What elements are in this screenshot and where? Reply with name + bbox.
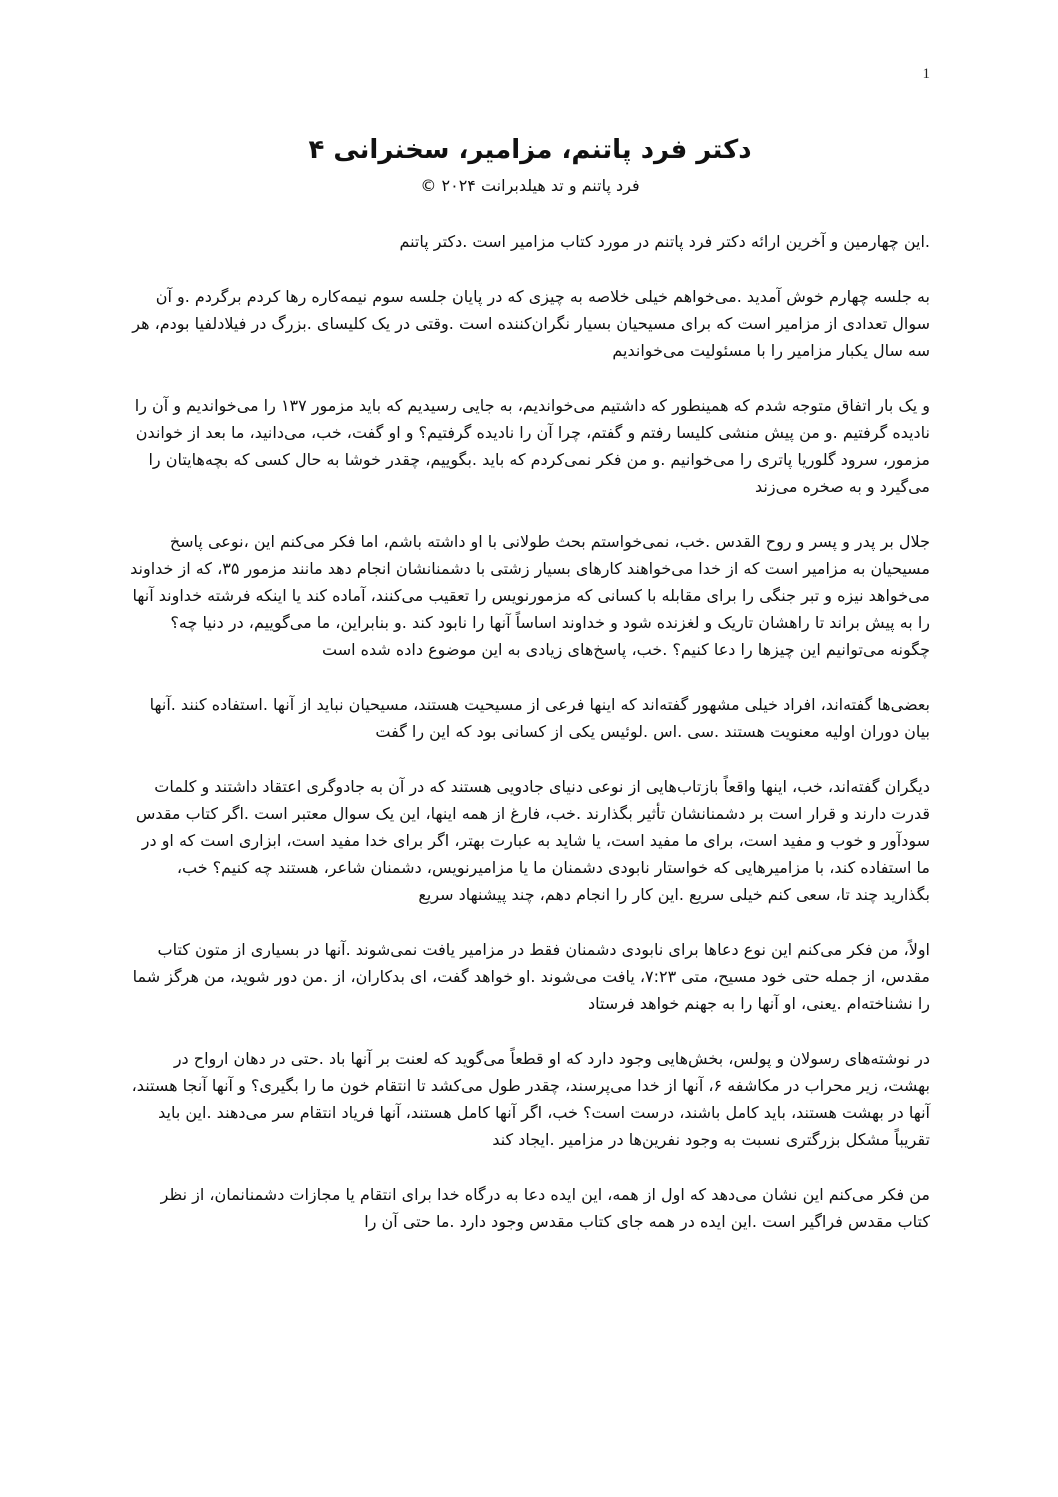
page-number: 1 bbox=[922, 66, 930, 82]
paragraph-3: و یک بار اتفاق متوجه شدم که همینطور که داشتیم می‌خواندیم، به جایی رسیدیم که باید مزمور ۱۳۷ را می‌خواندیم و آن را نادیده گرفتیم .و من پیش منشی کلیسا رفتم و گفتم، چرا آن را نادیده گرفتیم؟ و او گفت، خب، می‌دانید، ما بعد از خواندن مزمور، سرود گلوریا پاتری را می‌خوانیم .و من فکر نمی‌کردم که باید .بگوییم، چقدر خوشا به حال کسی که بچه‌هایتان را می‌گیرد و به صخره می‌زند bbox=[134, 396, 930, 496]
paragraph-8: در نوشته‌های رسولان و پولس، بخش‌هایی وجود دارد که او قطعاً می‌گوید که لعنت بر آنها باد .حتی در دهان ارواح در بهشت، زیر محراب در مکاشفه ۶، آنها از خدا می‌پرسند، چقدر طول می‌کشد تا انتقام خون ما را بگیری؟ و آنها آنجا هستند، آنها در بهشت هستند، باید کامل باشند، درست است؟ خب، اگر آنها کامل هستند، آنها فریاد انتقام سر می‌دهند .این باید تقریباً مشکل بزرگتری نسبت به وجود نفرین‌ها در مزامیر .ایجاد کند bbox=[131, 1049, 930, 1149]
paragraph-5: بعضی‌ها گفته‌اند، افراد خیلی مشهور گفته‌اند که اینها فرعی از مسیحیت هستند، مسیحیان نباید از آنها .استفاده کنند .آنها بیان دوران اولیه معنویت هستند .سی .اس .لوئیس یکی از کسانی بود که این را گفت bbox=[149, 695, 930, 741]
document-subtitle: فرد پاتنم و تد هیلدبرانت ۲۰۲۴ © bbox=[420, 176, 640, 195]
paragraph-1: .این چهارمین و آخرین ارائه دکتر فرد پاتنم در مورد کتاب مزامیر است .دکتر پاتنم bbox=[399, 232, 930, 251]
paragraph-9: من فکر می‌کنم این نشان می‌دهد که اول از همه، این ایده دعا به درگاه خدا برای انتقام یا مجازات دشمنانمان، از نظر کتاب مقدس فراگیر است .این ایده در همه جای کتاب مقدس وجود دارد .ما حتی آن را bbox=[160, 1185, 930, 1231]
document-header bbox=[130, 128, 930, 200]
paragraph-7: اولاً، من فکر می‌کنم این نوع دعاها برای نابودی دشمنان فقط در مزامیر یافت نمی‌شوند .آنها در بسیاری از متون کتاب مقدس، از جمله حتی خود مسیح، متی ۷:۲۳، یافت می‌شوند .او خواهد گفت، ای بدکاران، از .من دور شوید، من هرگز شما را نشناخته‌ام .یعنی، او آنها را به جهنم خواهد فرستاد bbox=[132, 940, 930, 1013]
paragraph-4: جلال بر پدر و پسر و روح القدس .خب، نمی‌خواستم بحث طولانی با او داشته باشم، اما فکر می‌کنم این ،نوعی پاسخ مسیحیان به مزامیر است که از خدا می‌خواهند کارهای بسیار زشتی با دشمنانشان انجام دهد مانند مزمور ۳۵، که از خداوند می‌خواهد نیزه و تبر جنگی را برای مقابله با کسانی که مزمورنویس را تعقیب می‌کنند، آماده کند یا اینکه فرشته خداوند آنها را به پیش براند تا راهشان تاریک و لغزنده شود و خداوند اساساً آنها را نابود کند .و بنابراین، ما می‌گوییم، در دنیا چه؟ چگونه می‌توانیم این چیزها را دعا کنیم؟ .خب، پاسخ‌های زیادی به این موضوع داده شده است bbox=[130, 532, 930, 659]
paragraph-2: به جلسه چهارم خوش آمدید .می‌خواهم خیلی خلاصه به چیزی که در پایان جلسه سوم نیمه‌کاره رها کردم برگردم .و آن سوال تعدادی از مزامیر است که برای مسیحیان بسیار نگران‌کننده است .وقتی در یک کلیسای .بزرگ در فیلادلفیا بودم، هر سه سال یکبار مزامیر را با مسئولیت می‌خواندیم bbox=[132, 287, 930, 360]
paragraph-6: دیگران گفته‌اند، خب، اینها واقعاً بازتاب‌هایی از نوعی دنیای جادویی هستند که در آن به جادوگری اعتقاد داشتند و کلمات قدرت دارند و قرار است بر دشمنانشان تأثیر بگذارند .خب، فارغ از همه اینها، این یک سوال معتبر است .اگر کتاب مقدس سودآور و خوب و مفید است، برای ما مفید است، یا شاید به عبارت بهتر، اگر برای خدا مفید است، ابزاری است که او در ما استفاده کند، با مزامیرهایی که خواستار نابودی دشمنان ما یا مزامیرنویس، دشمنان شاعر، هستند چه کنیم؟ خب، بگذارید چند تا، سعی کنم خیلی سریع .این کار را انجام دهم، چند پیشنهاد سریع bbox=[135, 777, 930, 904]
document-body bbox=[128, 228, 930, 1263]
document-title: دکتر فرد پاتنم، مزامیر، سخنرانی ۴ bbox=[308, 135, 752, 165]
